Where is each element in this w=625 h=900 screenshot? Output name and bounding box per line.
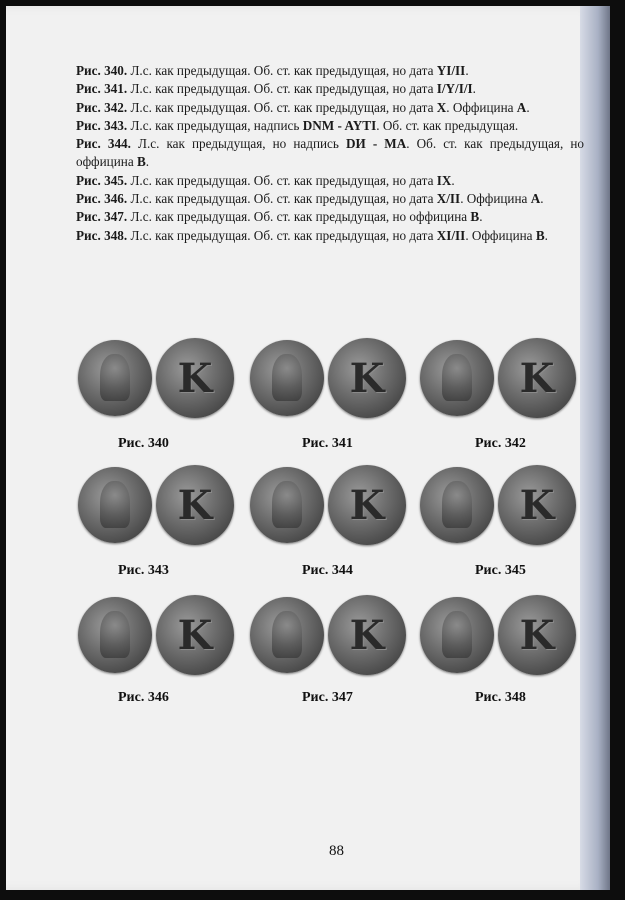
figure-caption: Рис. 346 [118,690,169,705]
coin-obverse-image [420,597,494,673]
entry-highlight: X [436,99,447,115]
entry-highlight: А [516,99,527,115]
entry-label: Рис. 341. [76,81,128,97]
entry-text: Л.с. как предыдущая. Об. ст. как предыдущая, но дата [127,227,437,243]
entry-highlight: I/Y/I/I [436,81,473,97]
coin-reverse-image [498,595,576,675]
emperor-bust-icon [272,481,302,528]
entry-highlight: X/II [436,191,461,207]
figure-caption: Рис. 343 [118,563,169,578]
entry-label: Рис. 346. [76,191,128,207]
entry-text: . [145,154,150,170]
emperor-bust-icon [442,481,472,528]
entry-text: . Оффицина [460,191,531,207]
denomination-k-icon: Κ [349,481,385,529]
denomination-k-icon: Κ [349,354,385,402]
entry-label: Рис. 348. [76,227,128,243]
coin-reverse-image [156,465,234,545]
coin-obverse-image [250,340,324,416]
entry-text: Л.с. как предыдущая, но надпись [130,136,346,152]
entry-highlight: DИ - МА [346,136,407,152]
entry-highlight: В [137,154,146,170]
page-number: 88 [329,843,344,859]
coin-reverse-image [498,465,576,545]
emperor-bust-icon [442,611,472,658]
entry-text: . [544,227,548,243]
coin-reverse-image [328,465,406,545]
entry-text: . [465,63,469,78]
coin-reverse-image [498,338,576,418]
entry-text: Л.с. как предыдущая. Об. ст. как предыдущая, но дата [127,99,437,115]
coin-reverse-image [156,595,234,675]
coin-reverse-image [328,338,406,418]
entry-label: Рис. 340. [76,63,128,78]
figure-caption: Рис. 341 [302,436,353,451]
entry-text: . [526,99,530,115]
entry-text: . Оффицина [465,227,536,243]
entry-label: Рис. 343. [76,117,128,133]
denomination-k-icon: Κ [177,481,213,529]
entry-highlight: XI/II [436,227,466,243]
emperor-bust-icon [100,611,130,658]
denomination-k-icon: Κ [177,611,213,659]
entry-text: . [451,172,455,188]
entry-label: Рис. 344. [76,136,131,152]
entry-highlight: В [535,227,545,243]
coin-obverse-image [78,597,152,673]
entry-label: Рис. 347. [76,209,128,225]
entry-text: . Оффицина [446,99,517,115]
coin-obverse-image [250,467,324,543]
figure-caption: Рис. 344 [302,563,353,578]
entry-highlight: А [530,191,541,207]
entry-text: . [540,191,544,207]
entry-text: . Об. ст. как предыдущая. [376,117,519,133]
entry-label: Рис. 342. [76,99,128,115]
denomination-k-icon: Κ [349,611,385,659]
denomination-k-icon: Κ [177,354,213,402]
figure-caption: Рис. 347 [302,690,353,705]
figure-caption: Рис. 345 [475,563,526,578]
entry-text: Л.с. как предыдущая. Об. ст. как предыдущая, но дата [127,191,437,207]
entry-text: Л.с. как предыдущая. Об. ст. как предыдущая, но дата [127,63,437,78]
coin-obverse-image [250,597,324,673]
entry-highlight: DNM - AYTI [302,117,377,133]
entry-text: . Об. ст. как предыдущая, но оффицина [76,136,584,170]
emperor-bust-icon [272,611,302,658]
emperor-bust-icon [272,354,302,401]
entry-text: . [479,209,483,225]
entry-text: Л.с. как предыдущая. Об. ст. как предыдущая, но оффицина [127,209,471,225]
emperor-bust-icon [442,354,472,401]
denomination-k-icon: Κ [519,611,555,659]
entry-highlight: IX [436,172,452,188]
entry-text: Л.с. как предыдущая. Об. ст. как предыдущая, но дата [127,81,437,97]
figure-caption: Рис. 340 [118,436,169,451]
entry-text: Л.с. как предыдущая, надпись [127,117,303,133]
coin-reverse-image [328,595,406,675]
figure-caption: Рис. 342 [475,436,526,451]
entry-highlight: YI/II [436,63,466,78]
entry-text: . [472,81,476,97]
coin-obverse-image [420,340,494,416]
denomination-k-icon: Κ [519,481,555,529]
entry-label: Рис. 345. [76,172,128,188]
emperor-bust-icon [100,354,130,401]
coin-reverse-image [156,338,234,418]
emperor-bust-icon [100,481,130,528]
figure-caption: Рис. 348 [475,690,526,705]
entry-text: Л.с. как предыдущая. Об. ст. как предыдущая, но дата [127,172,437,188]
entry-highlight: В [470,209,480,225]
coin-obverse-image [78,340,152,416]
coin-obverse-image [420,467,494,543]
denomination-k-icon: Κ [519,354,555,402]
coin-obverse-image [78,467,152,543]
